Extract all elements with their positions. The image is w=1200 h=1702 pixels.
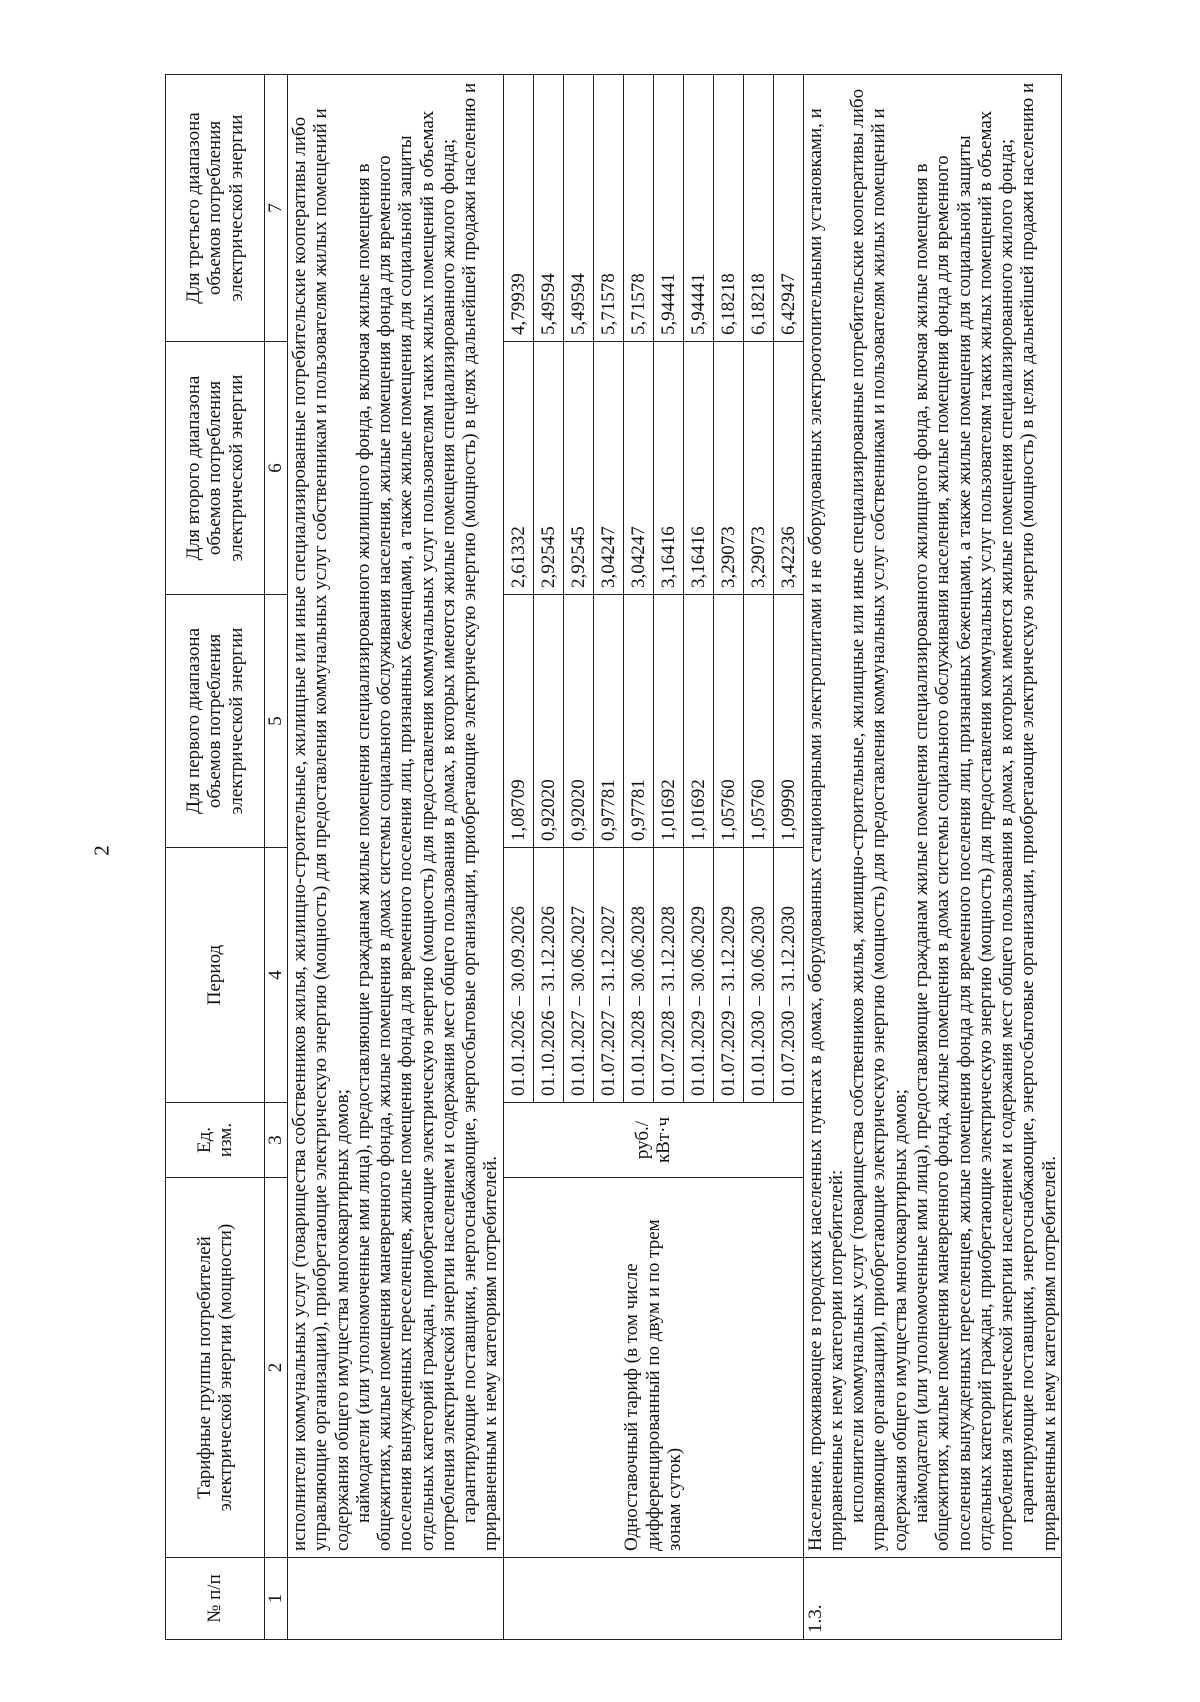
period-cell: 01.10.2026 – 31.12.2026 [533,848,563,1103]
range-2-value: 3,29073 [743,342,773,595]
period-cell: 01.07.2030 – 31.12.2030 [773,848,803,1103]
header-range-3: Для третьего диапазона объемов потребления электрической энергии [166,75,265,342]
range-1-value: 1,05760 [713,595,743,848]
range-3-value: 4,79939 [503,75,533,342]
column-number: 4 [265,848,288,1103]
page-number: 2 [89,845,114,856]
tariff-table [165,74,1062,1640]
range-2-value: 2,92545 [563,342,593,595]
range-1-value: 1,05760 [743,595,773,848]
range-3-value: 6,18218 [713,75,743,342]
range-1-value: 0,92020 [563,595,593,848]
column-number: 1 [265,1558,288,1640]
range-1-value: 1,01692 [683,595,713,848]
section-b-paragraph: Население, проживающее в городских населенных пунктах в домах, оборудованных стационарными электроплитами и не оборудованных электроотопительными установками, и приравненные к нему категории потребителей: [804,108,847,1551]
tariff-data-row [503,75,533,1640]
column-number: 3 [265,1103,288,1178]
header-period: Период [166,848,265,1103]
range-3-value: 5,94441 [653,75,683,342]
range-3-value: 5,94441 [683,75,713,342]
header-range-1: Для первого диапазона объемов потребления электрической энергии [166,595,265,848]
section-a-number-cell [288,1558,504,1640]
header-number: № п/п [166,1558,265,1640]
range-2-value: 3,04247 [593,342,623,595]
range-1-value: 0,97781 [623,595,653,848]
range-1-value: 1,09990 [773,595,803,848]
period-cell: 01.07.2027 – 31.12.2027 [593,848,623,1103]
header-row [166,75,265,1640]
range-2-value: 2,92545 [533,342,563,595]
section-b-paragraph: гарантирующие поставщики, энергоснабжающие, энергосбытовые организации, приобретающие электрическую энергию (мощность) в целях дальнейшей продажи населению и приравненным к нему категориям потребителей. [1017,82,1060,1551]
section-a-paragraph: наймодатели (или уполномоченные ими лица), предоставляющие гражданам жилые помещения специализированного жилищного фонда, включая жилые помещения в общежитиях, жилые помещения маневренного фонда, жилые помещения в домах системы социального обслуживания населения, жилые помещения фонда для временного поселения вынужденных переселенцев, жилые помещения фонда для временного поселения лиц, признанных беженцами, а также жилые помещения для социальной защиты отдельных категорий граждан, приобретающие электрическую энергию (мощность) для предоставления коммунальных услуг пользователям таких жилых помещений в объемах потребления электрической энергии населением и содержания мест общего пользования в домах, в которых имеются жилые помещения специализированного жилого фонда; [352,110,459,1551]
section-b-paragraph: наймодатели (или уполномоченные ими лица), предоставляющие гражданам жилые помещения специализированного жилищного фонда, включая жилые помещения в общежитиях, жилые помещения маневренного фонда, жилые помещения в домах системы социального обслуживания населения, жилые помещения фонда для временного поселения вынужденных переселенцев, жилые помещения фонда для временного поселения лиц, признанных беженцами, а также жилые помещения для социальной защиты отдельных категорий граждан, приобретающие электрическую энергию (мощность) для предоставления коммунальных услуг пользователям таких жилых помещений в объемах потребления электрической энергии населением и содержания мест общего пользования в домах, в которых имеются жилые помещения специализированного жилого фонда; [910,110,1018,1551]
section-b-text [803,75,1061,1558]
range-1-value: 0,97781 [593,595,623,848]
header-unit: Ед. изм. [166,1103,265,1178]
tariff-name: Одноставочный тариф (в том числе дифференцированный по двум и по трем зонам суток) [503,1178,803,1558]
range-2-value: 2,61332 [503,342,533,595]
column-number: 6 [265,342,288,595]
range-2-value: 3,04247 [623,342,653,595]
range-3-value: 5,49594 [533,75,563,342]
range-3-value: 6,42947 [773,75,803,342]
range-3-value: 5,49594 [563,75,593,342]
column-number: 5 [265,595,288,848]
section-a-paragraph: гарантирующие поставщики, энергоснабжающие, энергосбытовые организации, приобретающие электрическую энергию (мощность) в целях дальнейшей продажи населению и приравненным к нему категориям потребителей. [459,82,502,1551]
unit-cell: руб./ кВт·ч [503,1103,803,1178]
section-a-text [288,75,504,1558]
period-cell: 01.07.2028 – 31.12.2028 [653,848,683,1103]
section-a-row [288,75,504,1640]
range-2-value: 3,42236 [773,342,803,595]
row-number-cell [503,1558,803,1640]
section-b-paragraph: исполнители коммунальных услуг (товарищества собственников жилья, жилищно-строительные, жилищные или иные специализированные потребительские кооперативы либо управляющие организации), приобретающие электрическую энергию (мощность) для предоставления коммунальных услуг собственникам и пользователям жилых помещений и содержания общего имущества многоквартирных домов; [847,88,911,1551]
column-number: 7 [265,75,288,342]
range-1-value: 0,92020 [533,595,563,848]
period-cell: 01.01.2027 – 30.06.2027 [563,848,593,1103]
column-numbers-row [265,75,288,1640]
period-cell: 01.01.2030 – 30.06.2030 [743,848,773,1103]
range-1-value: 1,08709 [503,595,533,848]
period-cell: 01.01.2029 – 30.06.2029 [683,848,713,1103]
column-number: 2 [265,1178,288,1558]
header-range-2: Для второго диапазона объемов потребления электрической энергии [166,342,265,595]
period-cell: 01.01.2028 – 30.06.2028 [623,848,653,1103]
range-1-value: 1,01692 [653,595,683,848]
section-b-row [803,75,1061,1640]
header-tariff-groups: Тарифные группы потребителей электрической энергии (мощности) [166,1178,265,1558]
range-3-value: 6,18218 [743,75,773,342]
range-2-value: 3,16416 [683,342,713,595]
period-cell: 01.07.2029 – 31.12.2029 [713,848,743,1103]
rotated-landscape-table [165,75,1200,1640]
section-b-number: 1.3. [803,1558,1061,1640]
period-cell: 01.01.2026 – 30.09.2026 [503,848,533,1103]
range-2-value: 3,29073 [713,342,743,595]
range-2-value: 3,16416 [653,342,683,595]
range-3-value: 5,71578 [593,75,623,342]
section-a-paragraph: исполнители коммунальных услуг (товарищества собственников жилья, жилищно-строительные, жилищные или иные специализированные потребительские кооперативы либо управляющие организации), приобретающие электрическую энергию (мощность) для предоставления коммунальных услуг собственникам и пользователям жилых помещений и содержания общего имущества многоквартирных домов; [289,108,353,1551]
range-3-value: 5,71578 [623,75,653,342]
